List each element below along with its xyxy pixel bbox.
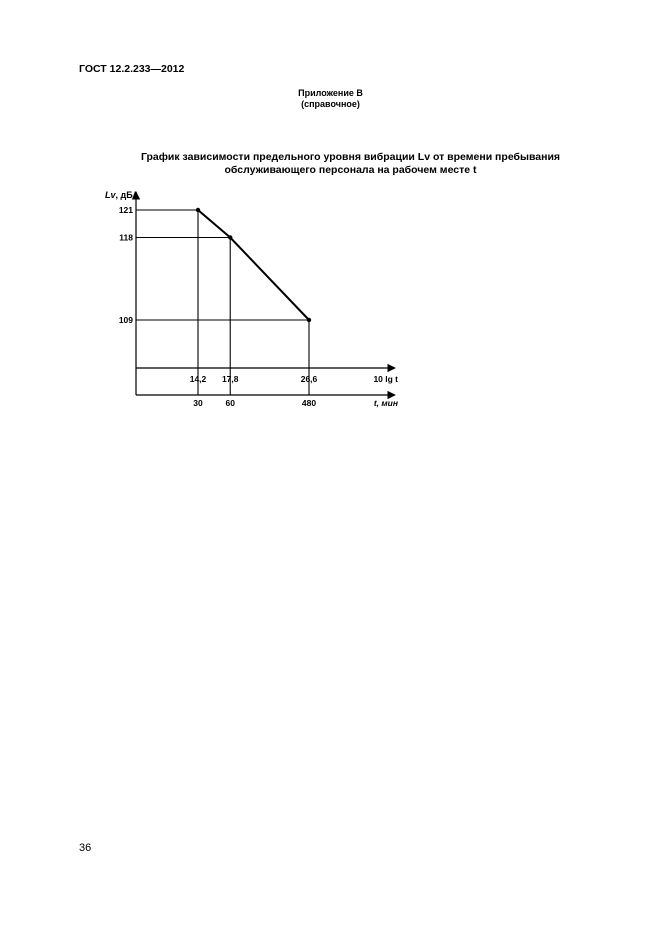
y-axis-label: Lv, дБА (105, 190, 139, 200)
page-number: 36 (79, 842, 92, 854)
x-time-tick-label: 480 (301, 398, 317, 408)
y-tick-label: 118 (119, 232, 133, 243)
x-time-tick-label: 30 (193, 398, 203, 408)
x-log-tick-label: 26,6 (300, 374, 318, 384)
appendix-title: Приложение В (298, 88, 363, 98)
chart-title-line-2: обслуживающего персонала на рабочем месте t (224, 164, 477, 176)
x-time-axis-label: t, мин (373, 398, 398, 408)
x-log-tick-label: 14,2 (189, 374, 207, 384)
y-tick-label: 109 (118, 315, 133, 325)
chart-title-line-1: График зависимости предельного уровня вибрации Lv от времени пребывания (140, 151, 561, 163)
appendix-type: (справочное) (301, 99, 360, 109)
document-code: ГОСТ 12.2.233—2012 (79, 63, 185, 75)
x-time-tick-label: 60 (225, 398, 235, 408)
data-point (307, 318, 311, 322)
y-tick-label: 121 (118, 205, 133, 215)
data-point (196, 208, 200, 212)
data-point (228, 235, 232, 239)
x-log-tick-label: 17,8 (221, 374, 239, 384)
series-line-lv (198, 210, 309, 320)
x-log-axis-label: 10 lg t (373, 374, 398, 384)
